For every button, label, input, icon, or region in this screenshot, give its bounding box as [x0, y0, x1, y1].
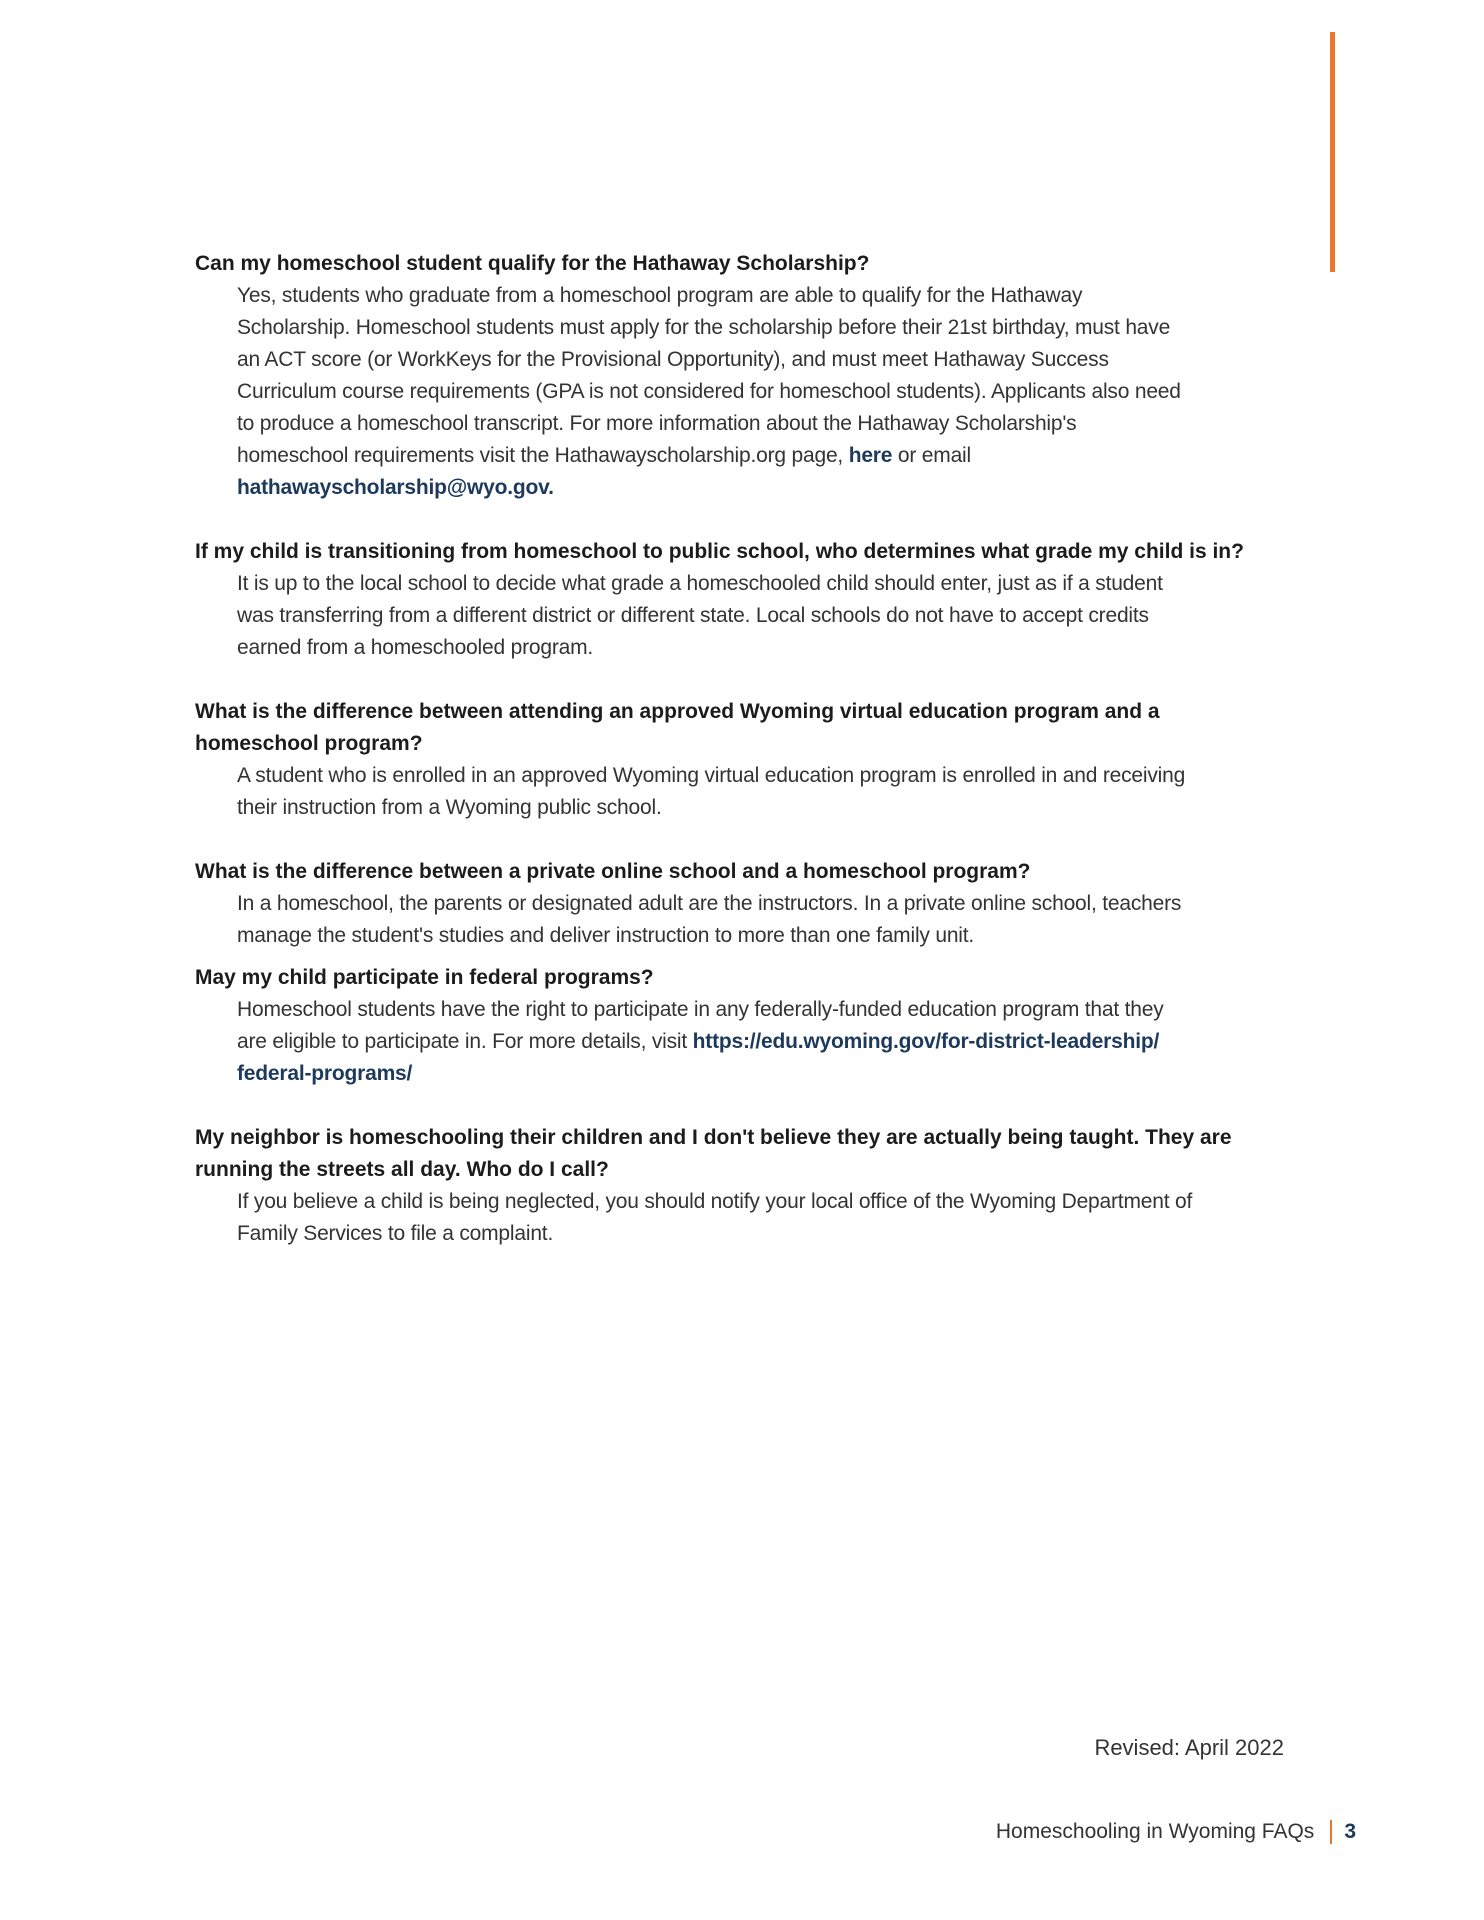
answer-line: earned from a homeschooled program. [237, 636, 594, 659]
orange-accent-bar [1330, 32, 1335, 272]
answer-line [237, 1058, 1295, 1090]
answer-line: It is up to the local school to decide what grade a homeschooled child should enter, just as if a student [237, 572, 1163, 595]
answer-line: was transferring from a different district or different state. Local schools do not have to accept credits [237, 604, 1149, 627]
answer-line: to produce a homeschool transcript. For more information about the Hathaway Scholarship's [237, 412, 1077, 435]
faq-private-online-school [195, 856, 1295, 952]
answer-line [237, 472, 1295, 504]
faq-answer [237, 888, 1295, 952]
faq-answer [237, 280, 1295, 504]
page-footer [996, 1820, 1356, 1844]
answer-text: homeschool requirements visit the Hathawayscholarship.org page, [237, 444, 844, 467]
faq-question: If my child is transitioning from homeschool to public school, who determines what grade my child is in? [195, 540, 1244, 563]
revised-date: Revised: April 2022 [1094, 1735, 1284, 1760]
faq-question [195, 1122, 1295, 1186]
answer-line: an ACT score (or WorkKeys for the Provisional Opportunity), and must meet Hathaway Success [237, 348, 1109, 371]
faq-answer [237, 568, 1295, 664]
answer-line: Curriculum course requirements (GPA is not considered for homeschool students). Applicants also need [237, 380, 1181, 403]
answer-text: are eligible to participate in. For more details, visit [237, 1030, 693, 1053]
faq-answer [237, 760, 1295, 824]
answer-line: A student who is enrolled in an approved Wyoming virtual education program is enrolled in and receiving [237, 764, 1186, 787]
question-line: homeschool program? [195, 732, 423, 755]
question-line: My neighbor is homeschooling their children and I don't believe they are actually being taught. They are [195, 1126, 1232, 1149]
answer-line: Family Services to file a complaint. [237, 1222, 554, 1245]
answer-text: or email [892, 444, 971, 467]
federal-programs-link-continued[interactable]: federal-programs/ [237, 1062, 413, 1085]
footer-separator [1330, 1820, 1332, 1844]
answer-line: manage the student's studies and deliver instruction to more than one family unit. [237, 924, 975, 947]
faq-federal-programs [195, 962, 1295, 1090]
faq-question: What is the difference between a private online school and a homeschool program? [195, 860, 1031, 883]
faq-question: Can my homeschool student qualify for the Hathaway Scholarship? [195, 252, 870, 275]
answer-line: their instruction from a Wyoming public school. [237, 796, 662, 819]
faq-content [195, 248, 1295, 1250]
answer-line: Yes, students who graduate from a homeschool program are able to qualify for the Hathaway [237, 284, 1083, 307]
answer-line: In a homeschool, the parents or designated adult are the instructors. In a private online school, teachers [237, 892, 1182, 915]
answer-line: Scholarship. Homeschool students must apply for the scholarship before their 21st birthday, must have [237, 316, 1171, 339]
question-line: What is the difference between attending an approved Wyoming virtual education program and a [195, 700, 1160, 723]
answer-line [237, 440, 1295, 472]
faq-question: May my child participate in federal programs? [195, 966, 654, 989]
question-line: running the streets all day. Who do I call? [195, 1158, 609, 1181]
faq-neglect-report [195, 1122, 1295, 1250]
email-link[interactable]: hathawayscholarship@wyo.gov [237, 476, 549, 499]
faq-answer [237, 1186, 1295, 1250]
page-number: 3 [1344, 1820, 1356, 1843]
faq-answer [237, 994, 1295, 1090]
answer-line [237, 1026, 1295, 1058]
faq-grade-transition [195, 536, 1295, 664]
answer-line: If you believe a child is being neglected, you should notify your local office of the Wyoming Department of [237, 1190, 1193, 1213]
faq-virtual-education [195, 696, 1295, 824]
faq-hathaway [195, 248, 1295, 504]
footer-title: Homeschooling in Wyoming FAQs [995, 1820, 1315, 1843]
answer-line: Homeschool students have the right to participate in any federally-funded education program that they [237, 998, 1164, 1021]
here-link[interactable]: here [848, 444, 893, 467]
email-suffix: . [548, 476, 554, 499]
federal-programs-link[interactable]: https://edu.wyoming.gov/for-district-leadership/ [692, 1030, 1160, 1053]
faq-question [195, 696, 1295, 760]
